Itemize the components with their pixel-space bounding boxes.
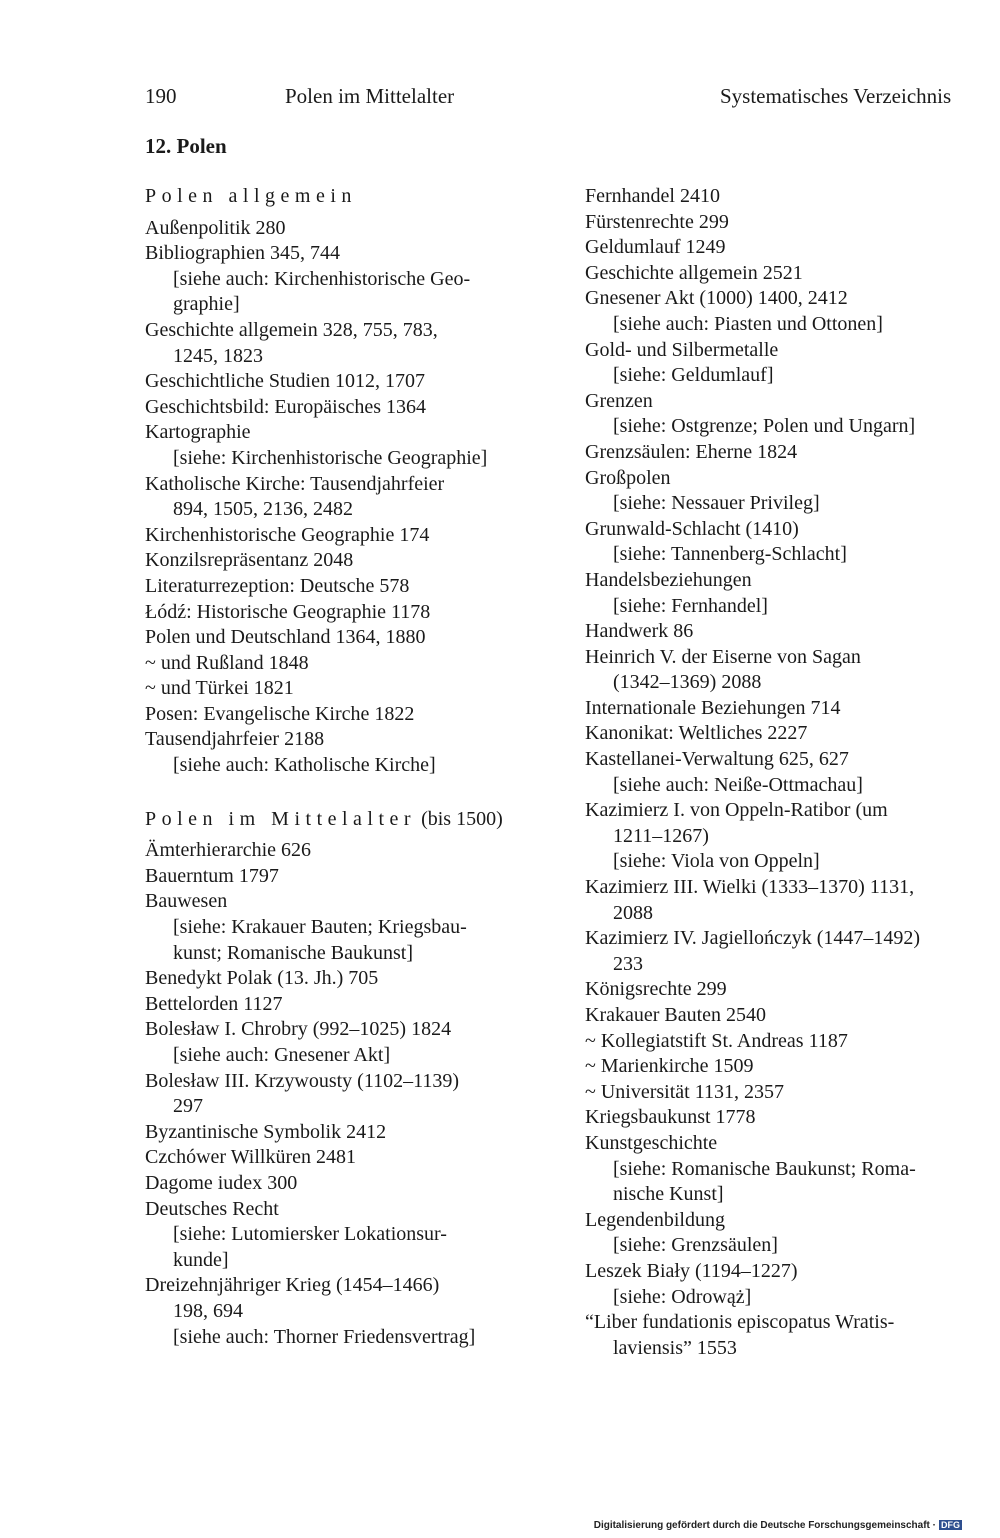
index-entry: Geschichtliche Studien 1012, 1707 <box>145 370 425 393</box>
index-entry: Handelsbeziehungen <box>585 568 752 591</box>
index-entry: [siehe: Nessauer Privileg] <box>613 492 820 515</box>
index-entry: Leszek Biały (1194–1227) <box>585 1259 798 1282</box>
index-entry: [siehe: Fernhandel] <box>613 594 768 617</box>
index-entry: Dagome iudex 300 <box>145 1171 298 1194</box>
index-entry: Ämterhierarchie 626 <box>145 839 312 862</box>
index-entry: Konzilsrepräsentanz 2048 <box>145 549 354 572</box>
index-entry: ~ und Rußland 1848 <box>145 651 309 674</box>
index-entry: Bettelorden 1127 <box>145 992 283 1015</box>
index-entry: Bauwesen <box>145 890 228 913</box>
index-entry: [siehe auch: Kirchenhistorische Geo- <box>173 267 471 290</box>
index-entry: [siehe: Tannenberg-Schlacht] <box>613 543 847 566</box>
index-entry: Kanonikat: Weltliches 2227 <box>585 722 808 745</box>
index-entry: Katholische Kirche: Tausendjahrfeier <box>145 472 445 495</box>
index-entry: Literaturrezeption: Deutsche 578 <box>145 574 410 597</box>
index-entry: [siehe: Geldumlauf] <box>613 364 774 387</box>
section-heading-polen-allgemein: Polen allgemein <box>145 185 357 207</box>
index-entry: [siehe: Kirchenhistorische Geographie] <box>173 446 488 469</box>
index-entry: 1245, 1823 <box>173 344 263 367</box>
index-entry: 2088 <box>613 901 653 924</box>
index-entry: Geschichte allgemein 2521 <box>585 261 803 284</box>
running-title: Polen im Mittelalter <box>285 84 455 108</box>
chapter-heading: 12. Polen <box>145 134 227 158</box>
index-entry: [siehe auch: Thorner Friedensvertrag] <box>173 1325 476 1348</box>
dfg-logo: DFG <box>941 1520 960 1531</box>
index-entry: 894, 1505, 2136, 2482 <box>173 498 353 521</box>
index-entry: Internationale Beziehungen 714 <box>585 696 841 719</box>
index-entry: Bolesław III. Krzywousty (1102–1139) <box>145 1069 460 1092</box>
index-entry: 1211–1267) <box>613 824 709 847</box>
index-entry: Gnesener Akt (1000) 1400, 2412 <box>585 287 848 310</box>
index-entry: Fürstenrechte 299 <box>585 210 729 233</box>
index-entry: ~ Marienkirche 1509 <box>585 1055 754 1078</box>
index-entry: Grenzsäulen: Eherne 1824 <box>585 440 798 463</box>
heading-date-range: (bis 1500) <box>421 807 503 830</box>
heading-spaced-text: Polen im Mittelalter <box>145 807 417 830</box>
index-entry: 198, 694 <box>173 1299 243 1322</box>
index-entry: Kazimierz I. von Oppeln-Ratibor (um <box>585 799 888 822</box>
right-column <box>585 184 993 1361</box>
index-entry: Byzantinische Symbolik 2412 <box>145 1120 387 1143</box>
index-entry: Tausendjahrfeier 2188 <box>145 728 325 751</box>
index-entry: [siehe: Odrowąż] <box>613 1285 752 1308</box>
index-entry: Handwerk 86 <box>585 620 694 643</box>
index-entry: Krakauer Bauten 2540 <box>585 1004 767 1026</box>
index-entry: Fernhandel 2410 <box>585 185 720 207</box>
index-entry: Legendenbildung <box>585 1208 725 1231</box>
left-column <box>145 184 540 1350</box>
footer-note-text: Digitalisierung gefördert durch die Deutsche Forschungsgemeinschaft · <box>593 1520 936 1531</box>
index-entry: [siehe: Viola von Oppeln] <box>613 850 820 873</box>
index-entry: kunst; Romanische Baukunst] <box>173 941 413 964</box>
index-entry: Kazimierz IV. Jagiellończyk (1447–1492) <box>585 927 921 950</box>
index-entry: Czchówer Willküren 2481 <box>145 1146 356 1169</box>
index-entry: ~ und Türkei 1821 <box>145 677 294 700</box>
index-entry: Kirchenhistorische Geographie 174 <box>145 523 430 546</box>
index-entry: [siehe auch: Piasten und Ottonen] <box>613 312 883 335</box>
section-label: Systematisches Verzeichnis <box>720 84 952 108</box>
index-entry: Benedykt Polak (13. Jh.) 705 <box>145 967 379 990</box>
digitization-footer <box>594 1520 962 1531</box>
index-entry: [siehe auch: Gnesener Akt] <box>173 1044 391 1066</box>
index-entry: Heinrich V. der Eiserne von Sagan <box>585 645 861 668</box>
index-entry: [siehe auch: Neiße-Ottmachau] <box>613 773 863 796</box>
index-entry: Grunwald-Schlacht (1410) <box>585 517 799 540</box>
index-entry: [siehe: Grenzsäulen] <box>613 1234 778 1257</box>
index-entry: Außenpolitik 280 <box>145 216 286 239</box>
index-entry: Polen und Deutschland 1364, 1880 <box>145 626 426 649</box>
index-entry: Gold- und Silbermetalle <box>585 338 779 361</box>
index-entry: Posen: Evangelische Kirche 1822 <box>145 702 415 725</box>
index-entry: (1342–1369) 2088 <box>613 671 762 694</box>
index-entry: Łódź: Historische Geographie 1178 <box>145 600 431 623</box>
index-entry: Kastellanei-Verwaltung 625, 627 <box>585 748 849 771</box>
index-entry: [siehe auch: Katholische Kirche] <box>173 754 436 777</box>
index-entry: Bolesław I. Chrobry (992–1025) 1824 <box>145 1018 452 1041</box>
section-heading-polen-im-mittelalter <box>145 807 540 833</box>
index-entry: [siehe: Lutomiersker Lokationsur- <box>173 1223 447 1246</box>
index-entry: 297 <box>173 1095 203 1118</box>
index-entry: [siehe: Ostgrenze; Polen und Ungarn] <box>613 415 916 438</box>
index-entry: Königsrechte 299 <box>585 978 727 1001</box>
index-entry: nische Kunst] <box>613 1183 724 1206</box>
index-entry: [siehe: Krakauer Bauten; Kriegsbau- <box>173 916 467 939</box>
index-entry: Geschichtsbild: Europäisches 1364 <box>145 395 427 418</box>
index-entry: Geschichte allgemein 328, 755, 783, <box>145 318 438 341</box>
index-entry: Kazimierz III. Wielki (1333–1370) 1131, <box>585 876 915 899</box>
index-entry: Grenzen <box>585 389 653 412</box>
index-entry: laviensis” 1553 <box>613 1336 737 1359</box>
index-entry: Kunstgeschichte <box>585 1131 718 1154</box>
index-entry: 233 <box>613 952 643 975</box>
index-entry: [siehe: Romanische Baukunst; Roma- <box>613 1157 916 1180</box>
index-entry: Geldumlauf 1249 <box>585 236 726 259</box>
index-entry: Kriegsbaukunst 1778 <box>585 1106 756 1129</box>
index-entry: ~ Kollegiatstift St. Andreas 1187 <box>585 1029 848 1052</box>
index-entry: ~ Universität 1131, 2357 <box>585 1080 784 1103</box>
index-entry: Kartographie <box>145 421 251 444</box>
index-entry: Dreizehnjähriger Krieg (1454–1466) <box>145 1274 440 1297</box>
index-entry: Deutsches Recht <box>145 1197 279 1220</box>
index-entry: kunde] <box>173 1248 229 1271</box>
page-number: 190 <box>145 84 177 108</box>
index-entry: Bibliographien 345, 744 <box>145 242 340 265</box>
index-entry: graphie] <box>173 293 240 316</box>
index-entry: “Liber fundationis episcopatus Wratis- <box>585 1311 895 1334</box>
index-entry: Großpolen <box>585 466 671 489</box>
index-entry: Bauerntum 1797 <box>145 864 279 887</box>
